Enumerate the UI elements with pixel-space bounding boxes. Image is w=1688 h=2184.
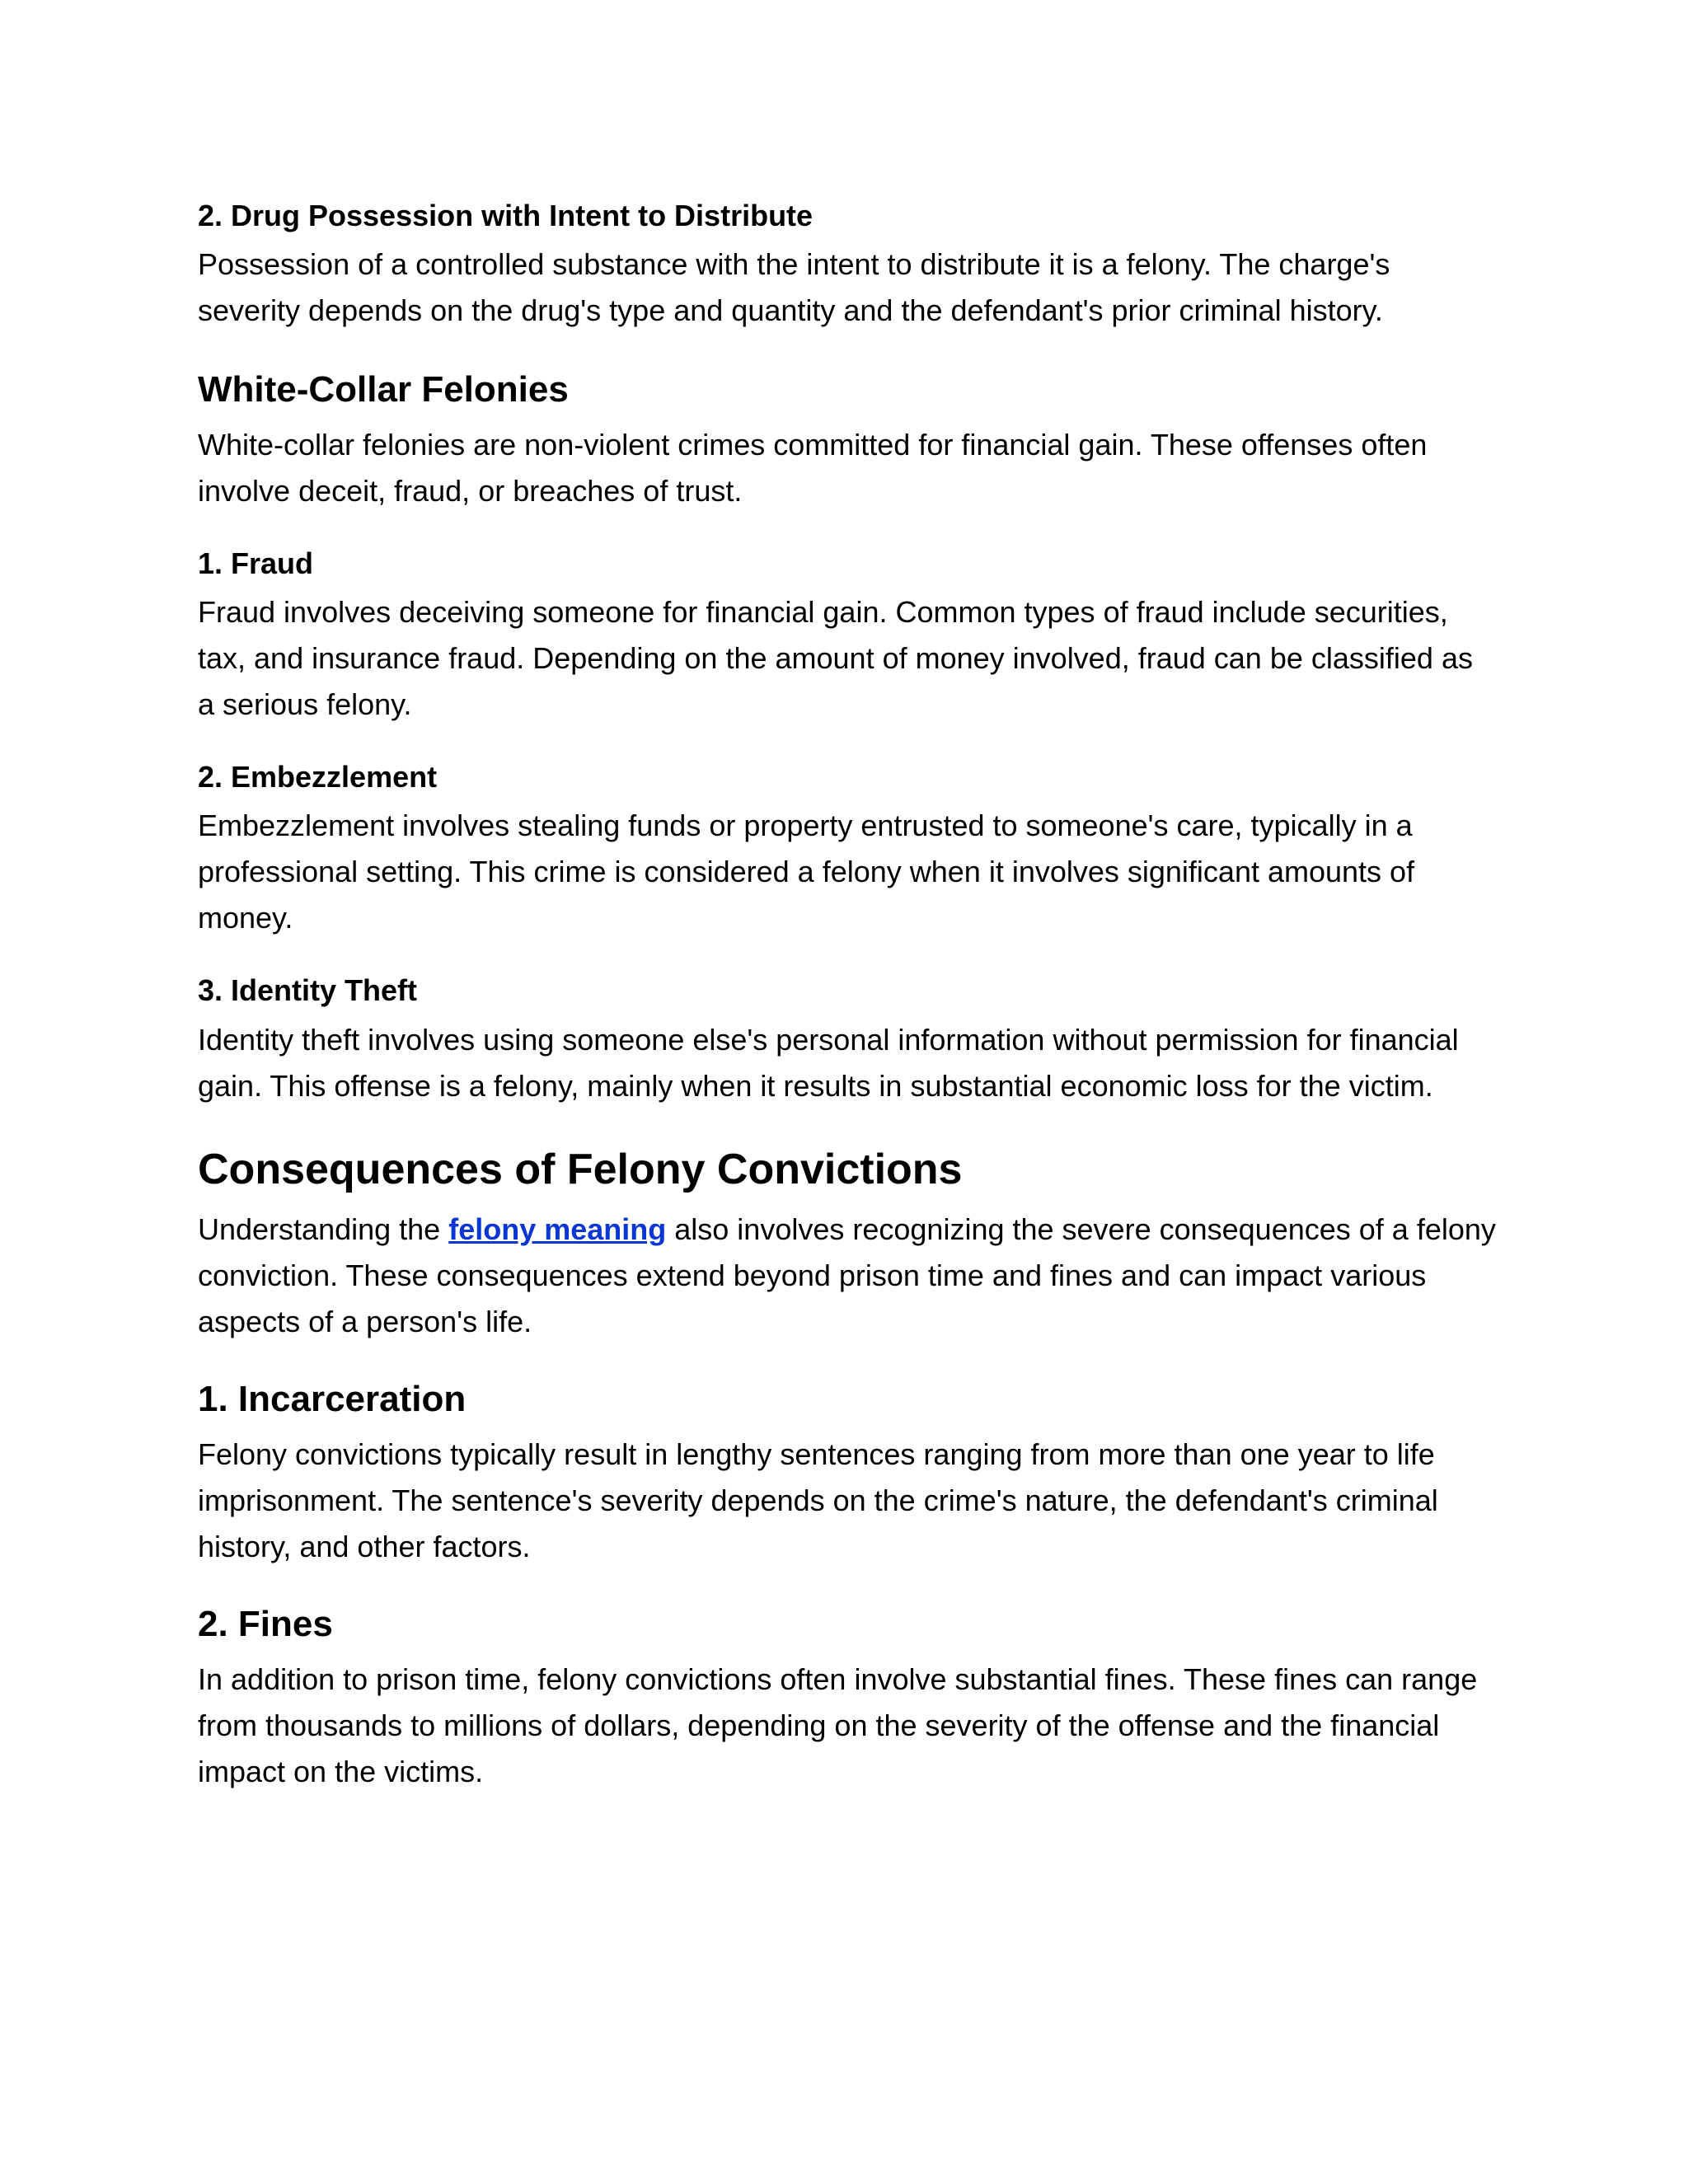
embezzlement-body: Embezzlement involves stealing funds or property entrusted to someone's care, typically in a professional setting. This crime is considered a felony when it involves significant amounts of money. bbox=[198, 808, 1415, 935]
drug-possession-body: Possession of a controlled substance with the intent to distribute it is a felony. The charge's severity depends on the drug's type and quantity and the defendant's prior criminal history. bbox=[198, 247, 1390, 328]
spacer bbox=[198, 1345, 1497, 1378]
consequences-intro-after: also involves recognizing the severe consequences of a felony conviction. These consequences extend beyond prison time and fines and can impact various aspects of a person's life. bbox=[198, 1212, 1496, 1338]
fraud-body: Fraud involves deceiving someone for financial gain. Common types of fraud include securities, tax, and insurance fraud. Depending on the amount of money involved, fraud can be classified as a serious felony. bbox=[198, 595, 1473, 722]
incarceration-heading: 1. Incarceration bbox=[198, 1378, 467, 1419]
spacer bbox=[198, 334, 1497, 368]
spacer bbox=[198, 728, 1497, 759]
spacer bbox=[198, 514, 1497, 546]
fines-body: In addition to prison time, felony convictions often involve substantial fines. These fines can range from thousands to millions of dollars, depending on the severity of the offense and the financial impact on the victims. bbox=[198, 1661, 1478, 1788]
fraud-heading: 1. Fraud bbox=[198, 546, 314, 580]
identity-theft-body: Identity theft involves using someone else's personal information without permission for financial gain. This offense is a felony, mainly when it results in substantial economic loss for the victim. bbox=[198, 1022, 1459, 1103]
incarceration-body: Felony convictions typically result in lengthy sentences ranging from more than one year to life imprisonment. The sentence's severity depends on the crime's nature, the defendant's criminal history, and other factors. bbox=[198, 1436, 1438, 1563]
consequences-intro bbox=[198, 1207, 1497, 1345]
spacer bbox=[198, 1109, 1497, 1144]
drug-possession-heading: 2. Drug Possession with Intent to Distribute bbox=[198, 199, 814, 232]
felony-meaning-link[interactable]: felony meaning bbox=[448, 1212, 667, 1246]
fines-heading: 2. Fines bbox=[198, 1603, 333, 1644]
white-collar-heading: White-Collar Felonies bbox=[198, 369, 569, 410]
spacer bbox=[198, 1570, 1497, 1603]
spacer bbox=[198, 941, 1497, 972]
embezzlement-heading: 2. Embezzlement bbox=[198, 760, 438, 794]
white-collar-intro: White-collar felonies are non-violent crimes committed for financial gain. These offenses often involve deceit, fraud, or breaches of trust. bbox=[198, 427, 1428, 508]
consequences-heading: Consequences of Felony Convictions bbox=[198, 1145, 963, 1193]
consequences-intro-before: Understanding the bbox=[198, 1212, 449, 1246]
identity-theft-heading: 3. Identity Theft bbox=[198, 973, 418, 1008]
